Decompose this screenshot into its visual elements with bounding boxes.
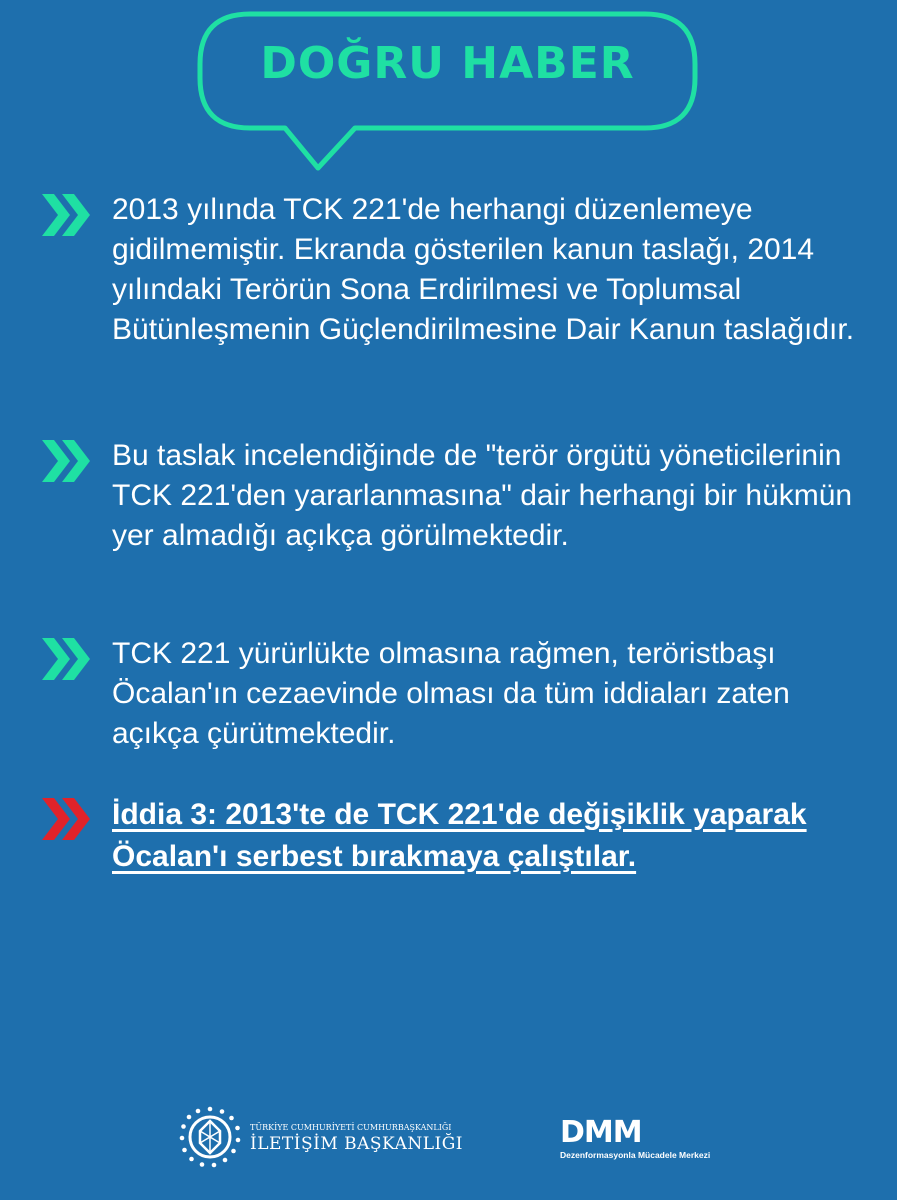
double-chevron-right-icon: [40, 634, 94, 684]
iletisim-logo: [178, 1105, 478, 1175]
speech-bubble-frame: [0, 0, 897, 180]
list-item-text: TCK 221 yürürlükte olmasına rağmen, teröristbaşı Öcalan'ın cezaevinde olması da tüm iddiaları zaten açıkça çürütmektedir.: [112, 637, 790, 750]
star-seal-icon: [178, 1105, 242, 1169]
claim-text: İddia 3: 2013'te de TCK 221'de değişiklik yaparak Öcalan'ı serbest bırakmaya çalıştılar.: [112, 798, 807, 873]
dmm-name: Dezenformasyonla Mücadele Merkezi: [560, 1150, 711, 1160]
list-item-text: 2013 yılında TCK 221'de herhangi düzenlemeye gidilmemiştir. Ekranda gösterilen kanun taslağı, 2014 yılındaki Terörün Sona Erdirilmesi ve Toplumsal Bütünleşmenin Güçlendirilmesine Dair Kanun taslağıdır.: [112, 193, 855, 346]
org-parent-name: TÜRKİYE CUMHURİYETİ CUMHURBAŞKANLIĞI: [250, 1123, 452, 1132]
dmm-mark: DMM: [560, 1115, 642, 1150]
list-item: [40, 190, 860, 350]
list-item: [40, 436, 860, 556]
org-name: İLETİŞİM BAŞKANLIĞI: [250, 1134, 464, 1154]
page-title: DOĞRU HABER: [260, 38, 635, 89]
double-chevron-right-icon: [40, 794, 94, 844]
list-item: [40, 634, 860, 754]
claim-item: [40, 794, 860, 878]
double-chevron-right-icon: [40, 436, 94, 486]
list-item-text: Bu taslak incelendiğinde de "terör örgütü yöneticilerinin TCK 221'den yararlanmasına" dair herhangi bir hükmün yer almadığı açıkça görülmektedir.: [112, 439, 853, 552]
double-chevron-right-icon: [40, 190, 94, 240]
dmm-logo: [560, 1115, 740, 1168]
